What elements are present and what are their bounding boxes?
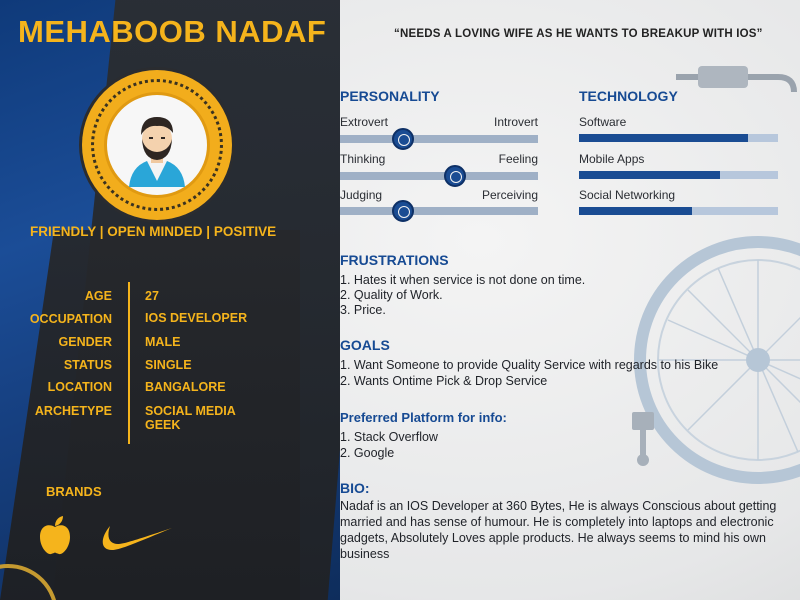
frustration-item: 1. Hates it when service is not done on time. [340, 273, 586, 287]
nike-swoosh-icon [98, 522, 174, 556]
apple-logo-icon [38, 516, 72, 556]
personality-title: PERSONALITY [340, 88, 440, 104]
personality-slider-track [340, 135, 538, 143]
technology-bar [579, 207, 778, 215]
frustrations-title: FRUSTRATIONS [340, 252, 449, 268]
persona-quote: “NEEDS A LOVING WIFE AS HE WANTS TO BREAKUP WITH IOS” [394, 28, 763, 40]
goals-title: GOALS [340, 337, 390, 353]
detail-label-location: LOCATION [47, 380, 112, 394]
bio-title: BIO: [340, 480, 370, 496]
goal-item: 1. Want Someone to provide Quality Service with regards to his Bike [340, 358, 719, 372]
technology-title: TECHNOLOGY [579, 88, 678, 104]
detail-value-age: 27 [145, 289, 159, 303]
bicycle-wheel-icon [0, 560, 60, 600]
goal-item: 2. Wants Ontime Pick & Drop Service [340, 374, 548, 388]
detail-label-occupation: OCCUPATION [29, 312, 112, 326]
technology-bar-fill [579, 207, 692, 215]
personality-scale-3-left: Judging [340, 188, 383, 202]
technology-item-1-label: Software [579, 115, 627, 129]
persona-traits: FRIENDLY | OPEN MINDED | POSITIVE [30, 224, 277, 239]
personality-slider-track [340, 172, 538, 180]
personality-scale-1-right: Introvert [493, 115, 538, 129]
personality-slider-track [340, 207, 538, 215]
user-avatar-icon [107, 95, 207, 195]
avatar [82, 70, 232, 220]
detail-label-archetype: ARCHETYPE [34, 404, 112, 418]
personality-slider-knob [444, 165, 466, 187]
frustration-item: 3. Price. [340, 303, 386, 317]
personality-scale-2-left: Thinking [340, 152, 386, 166]
technology-item-3-label: Social Networking [579, 188, 676, 202]
technology-bar-fill [579, 134, 748, 142]
bio-text: Nadaf is an IOS Developer at 360 Bytes, He is always Conscious about getting married and has sense of humour. He is completely into laptops and electronic gadgets, Absolutely Loves apple products. He always seems to mind his own business [340, 499, 777, 561]
frustration-item: 2. Quality of Work. [340, 288, 443, 302]
personality-scale-2-right: Feeling [498, 152, 538, 166]
details-divider [128, 282, 130, 444]
detail-label-gender: GENDER [58, 335, 112, 349]
piston-icon [628, 410, 658, 468]
detail-value-archetype: SOCIAL MEDIA GEEK [145, 404, 236, 432]
technology-bar [579, 171, 778, 179]
personality-scale-1-left: Extrovert [340, 115, 389, 129]
personality-scale-3-right: Perceiving [481, 188, 538, 202]
detail-value-occupation: IOS DEVELOPER [145, 311, 248, 325]
technology-item-2-label: Mobile Apps [579, 152, 645, 166]
detail-label-age: AGE [84, 289, 112, 303]
detail-value-status: SINGLE [145, 358, 192, 372]
detail-value-location: BANGALORE [145, 380, 226, 394]
exhaust-pipe-icon [676, 58, 800, 98]
platform-item: 2. Google [340, 446, 395, 460]
platform-item: 1. Stack Overflow [340, 430, 438, 444]
platforms-title: Preferred Platform for info: [340, 410, 507, 425]
technology-bar-fill [579, 171, 720, 179]
detail-value-gender: MALE [145, 335, 181, 349]
technology-bar [579, 134, 778, 142]
brands-title: BRANDS [46, 484, 102, 499]
detail-label-status: STATUS [63, 358, 112, 372]
persona-name: MEHABOOB NADAF [18, 14, 327, 49]
